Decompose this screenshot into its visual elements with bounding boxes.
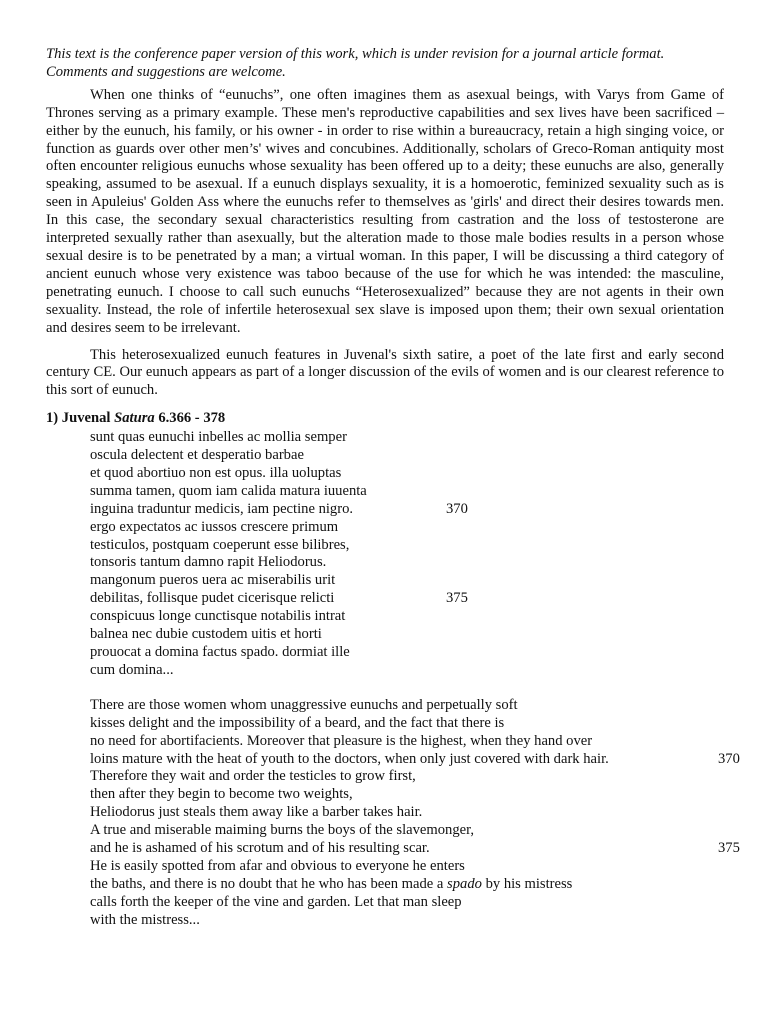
latin-line-text: testiculos, postquam coeperunt esse bilibres,: [90, 536, 350, 553]
translation-line-text: with the mistress...: [90, 911, 200, 928]
latin-line-text: tonsoris tantum damno rapit Heliodorus.: [90, 554, 327, 571]
latin-line: [90, 626, 724, 644]
translation-line: [90, 840, 740, 858]
source-heading-lines: 6.366 - 378: [154, 410, 226, 427]
translation-line-text: calls forth the keeper of the vine and garden. Let that man sleep: [90, 893, 462, 910]
latin-line-text: cum domina...: [90, 661, 174, 678]
latin-line-text: summa tamen, quom iam calida matura iuuenta: [90, 482, 367, 499]
context-paragraph: This heterosexualized eunuch features in Juvenal's sixth satire, a poet of the late first and early second century CE. Our eunuch appears as part of a longer discussion of the evils of women and is our clearest reference to this sort of eunuch.: [46, 346, 724, 399]
latin-line: [90, 501, 724, 519]
line-number: 375: [446, 590, 468, 607]
latin-line: [90, 537, 724, 555]
translation-line-text: There are those women whom unaggressive eunuchs and perpetually soft: [90, 696, 518, 713]
latin-line: [90, 519, 724, 537]
translation-line: [90, 822, 724, 840]
latin-line-text: mangonum pueros uera ac miserabilis urit: [90, 572, 336, 589]
latin-line: [90, 483, 724, 501]
latin-line-text: sunt quas eunuchi inbelles ac mollia semper: [90, 429, 347, 446]
line-number: 370: [446, 500, 468, 517]
translation-line: [90, 786, 724, 804]
latin-line: [90, 662, 724, 680]
line-number: 375: [718, 840, 740, 857]
translation-line-text: no need for abortifacients. Moreover that pleasure is the highest, when they hand over: [90, 732, 593, 749]
latin-line-text: ergo expectatos ac iussos crescere primum: [90, 518, 339, 535]
line-number: 370: [718, 750, 740, 767]
translation-line-text: A true and miserable maiming burns the boys of the slavemonger,: [90, 822, 475, 839]
translation-line: [90, 876, 724, 894]
latin-line-text: et quod abortiuo non est opus. illa uoluptas: [90, 464, 342, 481]
translation-line: [90, 750, 740, 769]
latin-line: [90, 554, 724, 572]
translation-line-text: Heliodorus just steals them away like a barber takes hair.: [90, 804, 423, 821]
translation-line-text: and he is ashamed of his scrotum and of his resulting scar.: [90, 840, 430, 857]
revision-note: This text is the conference paper version of this work, which is under revision for a journal article format. Comments and suggestions are welcome.: [46, 46, 665, 80]
translation-line-continuation: by his mistress: [481, 875, 573, 892]
translation-block: [90, 696, 740, 930]
latin-line: [90, 429, 724, 447]
translation-line-text: He is easily spotted from afar and obvious to everyone he enters: [90, 857, 465, 874]
translation-line: [90, 715, 724, 733]
translation-line: [90, 894, 724, 912]
translation-line: [90, 733, 724, 751]
translation-line: [90, 912, 724, 930]
latin-line: [90, 608, 724, 626]
latin-line-text: oscula delectent et desperatio barbae: [90, 447, 304, 464]
source-heading-work: Satura: [114, 410, 155, 427]
latin-text-block: [90, 429, 724, 680]
translation-line: [90, 804, 724, 822]
translation-line-emphasis: spado: [447, 875, 482, 892]
latin-line: [90, 644, 724, 662]
latin-line-text: debilitas, follisque pudet cicerisque relicti: [90, 590, 335, 607]
latin-line-text: balnea nec dubie custodem uitis et horti: [90, 626, 322, 643]
translation-line-text: Therefore they wait and order the testicles to grow first,: [90, 768, 416, 785]
latin-line: [90, 465, 724, 483]
translation-line: [90, 697, 724, 715]
translation-line-text: kisses delight and the impossibility of a beard, and the fact that there is: [90, 714, 505, 731]
intro-paragraph: When one thinks of “eunuchs”, one often imagines them as asexual beings, with Varys from Game of Thrones serving as a primary example. These men's reproductive capabilities and sex lives have been sacrificed – either by the eunuch, his family, or his owner - in order to rise within a bureaucracy, retain a high singing voice, or function as guards over other men’s' wives and concubines. Additionally, scholars of Greco-Roman antiquity most often encounter religious eunuchs whose sexuality has been offered up to a deity; these eunuchs are also, generally speaking, assumed to be asexual. If a eunuch displays sexuality, it is a homoerotic, feminized sexuality such as is seen in Apuleius' Golden Ass where the eunuchs refer to themselves as 'girls' and direct their desires towards men. In this case, the secondary sexual characteristics resulting from castration and the loss of testosterone are interpreted sexually rather than asexually, but the alteration made to those male bodies results in a person whose sexual desire is to be penetrated by a man; a virtual woman. In this paper, I will be discussing a third category of ancient eunuch whose very existence was taboo because of the use for which he was intended: the masculine, penetrating eunuch. I choose to call such eunuchs “Heterosexualized” because they are not agents in their own sexuality. Instead, the role of infertile heterosexual sex slave is imposed upon them; their own sexual orientation and desires seem to be irrelevant.: [46, 86, 724, 336]
document-page: [46, 46, 740, 930]
translation-line: [90, 858, 724, 876]
source-heading-prefix: 1) Juvenal: [46, 410, 115, 427]
translation-line-text: loins mature with the heat of youth to the doctors, when only just covered with dark hair.: [90, 750, 609, 767]
translation-line-text: the baths, and there is no doubt that he who has been made a: [90, 875, 448, 892]
latin-line: [90, 590, 724, 608]
translation-line: [90, 768, 724, 786]
latin-line: [90, 447, 724, 465]
latin-line-text: prouocat a domina factus spado. dormiat ille: [90, 644, 350, 660]
latin-line-text: inguina traduntur medicis, iam pectine nigro.: [90, 500, 354, 517]
latin-line-text: conspicuus longe cunctisque notabilis intrat: [90, 608, 346, 625]
source-heading: [46, 410, 724, 428]
latin-line: [90, 572, 724, 590]
translation-line-text: then after they begin to become two weights,: [90, 786, 353, 803]
